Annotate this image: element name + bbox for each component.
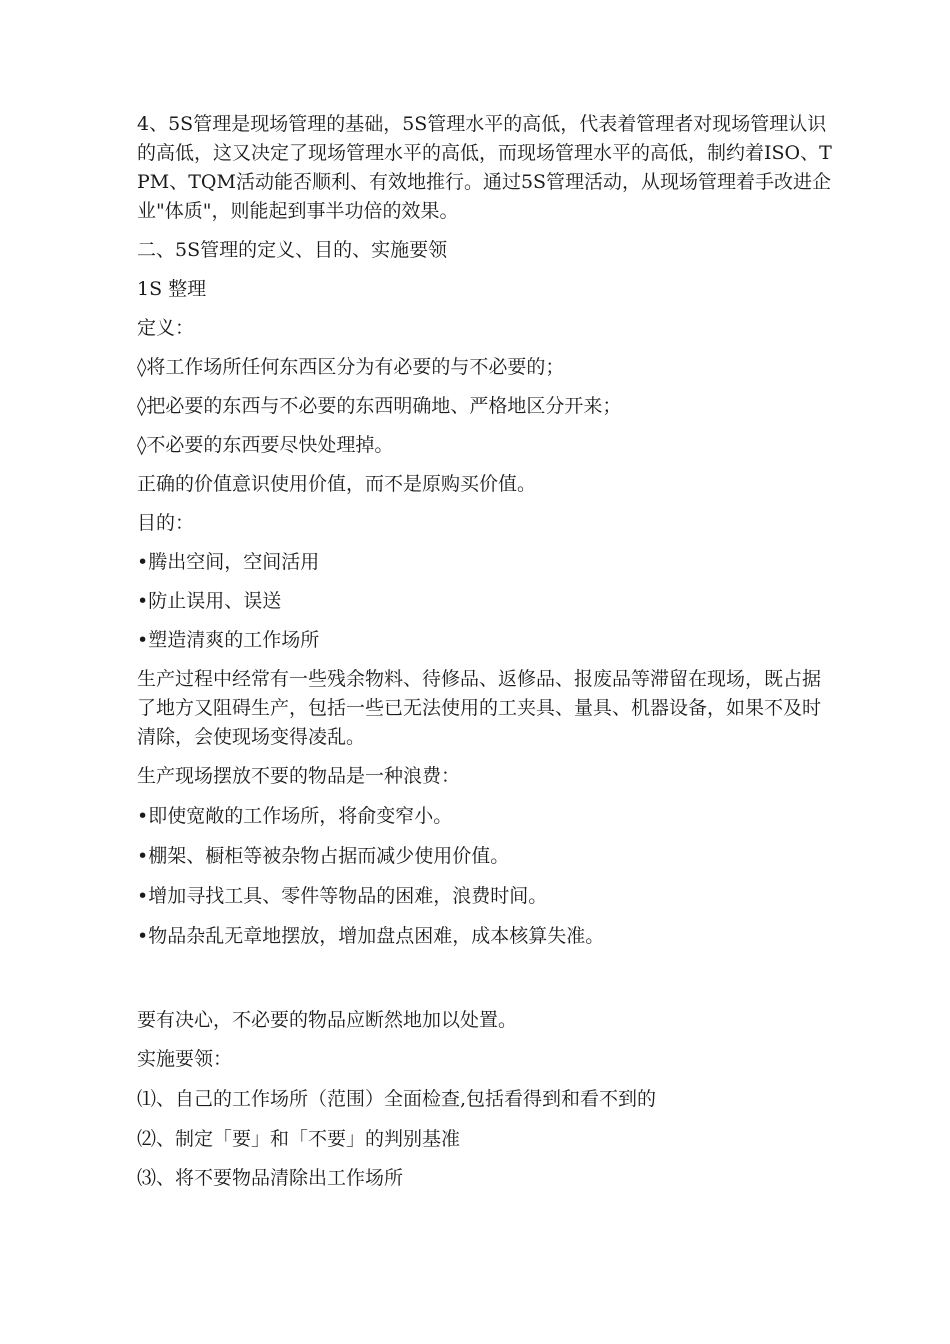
document-page (137, 110, 837, 1193)
paragraph-waste: 生产现场摆放不要的物品是一种浪费： (137, 765, 461, 787)
waste-item: •物品杂乱无章地摆放，增加盘点困难，成本核算失准。 (137, 925, 605, 947)
purpose-item: •防止误用、误送 (137, 590, 282, 612)
waste-item: •棚架、橱柜等被杂物占据而减少使用价值。 (137, 845, 510, 867)
definition-item: ◊把必要的东西与不必要的东西明确地、严格地区分开来； (137, 395, 622, 417)
definition-item: ◊将工作场所任何东西区分为有必要的与不必要的； (137, 356, 565, 378)
definition-item: ◊不必要的东西要尽快处理掉。 (137, 434, 394, 456)
label-definition: 定义： (137, 317, 195, 339)
purpose-item: •腾出空间，空间活用 (137, 551, 320, 573)
label-implementation: 实施要领： (137, 1048, 233, 1070)
implementation-step: ⑵、制定「要」和「不要」的判别基准 (137, 1128, 461, 1150)
implementation-step: ⑶、将不要物品清除出工作场所 (137, 1167, 404, 1189)
waste-item: •即使宽敞的工作场所，将俞变窄小。 (137, 805, 453, 827)
subsection-heading-1s: 1S 整理 (137, 278, 207, 300)
paragraph-5s-importance: 4、5S管理是现场管理的基础，5S管理水平的高低，代表着管理者对现场管理认识的高低，这又决定了现场管理水平的高低，而现场管理水平的高低，制约着ISO、TPM、TQM活动能否顺利、有效地推行。通过5S管理活动，从现场管理着手改进企业"体质"，则能起到事半功倍的效果。 (137, 113, 832, 222)
waste-item: •增加寻找工具、零件等物品的困难，浪费时间。 (137, 885, 548, 907)
section-heading-definition: 二、5S管理的定义、目的、实施要领 (137, 239, 448, 261)
paragraph-resolve: 要有决心，不必要的物品应断然地加以处置。 (137, 1009, 518, 1031)
paragraph-production: 生产过程中经常有一些残余物料、待修品、返修品、报废品等滞留在现场，既占据了地方又阻碍生产，包括一些已无法使用的工夹具、量具、机器设备，如果不及时清除，会使现场变得凌乱。 (137, 668, 822, 748)
implementation-step: ⑴、自己的工作场所（范围）全面检查,包括看得到和看不到的 (137, 1088, 657, 1110)
paragraph-value: 正确的价值意识使用价值，而不是原购买价值。 (137, 473, 537, 495)
purpose-item: •塑造清爽的工作场所 (137, 629, 320, 651)
label-purpose: 目的： (137, 512, 195, 534)
